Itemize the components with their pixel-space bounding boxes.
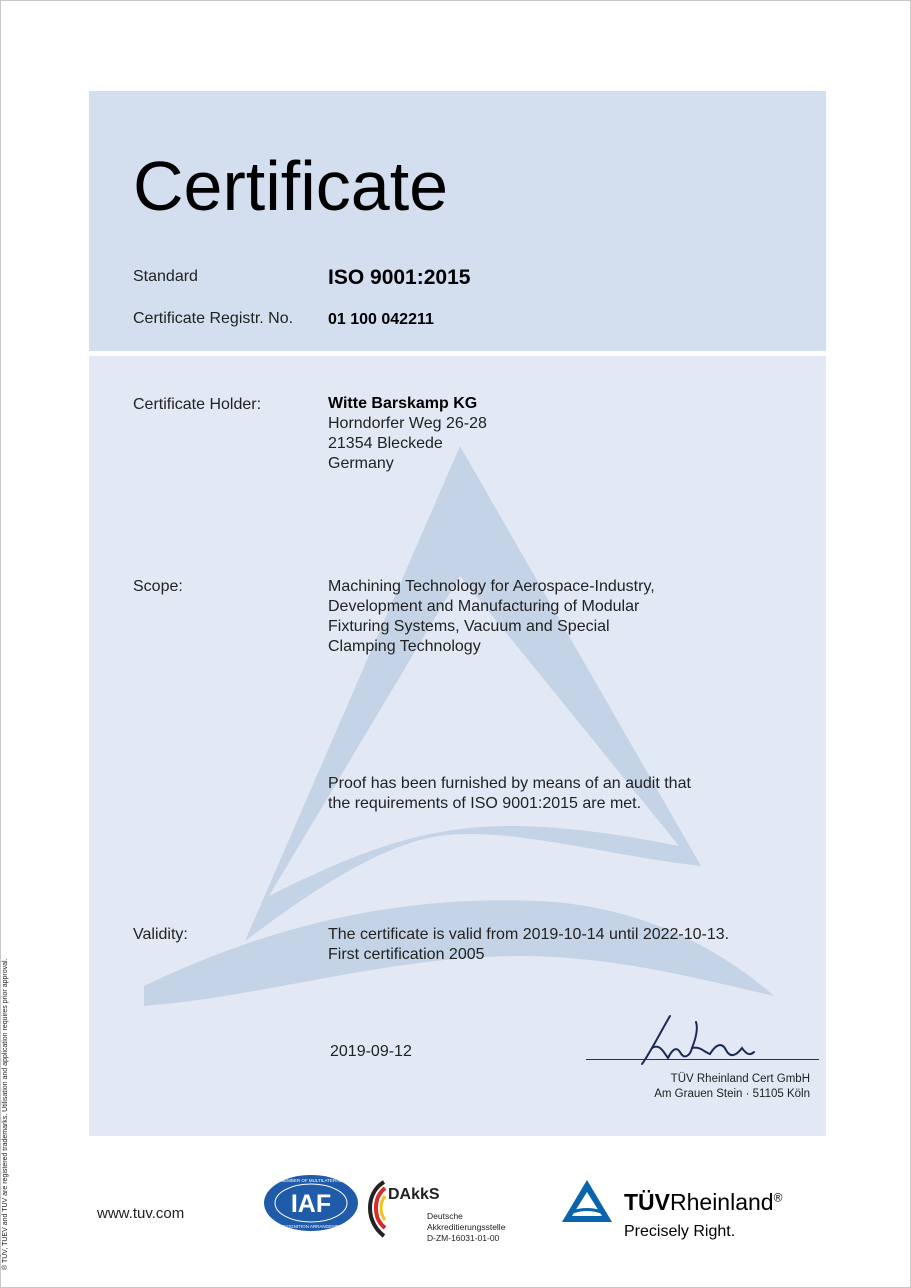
scope-line: Machining Technology for Aerospace-Industry, <box>328 578 655 595</box>
issuer-block <box>654 1072 810 1102</box>
scope-label: Scope: <box>133 578 183 595</box>
standard-value: ISO 9001:2015 <box>328 266 471 289</box>
scope-line: Fixturing Systems, Vacuum and Special <box>328 618 610 635</box>
standard-label: Standard <box>133 268 198 285</box>
holder-name: Witte Barskamp KG <box>328 395 478 412</box>
signature-line <box>586 1059 819 1060</box>
dakks-logo-text: Deutsche Akkreditierungsstelle D-ZM-16031-01-00 <box>427 1211 506 1243</box>
iaf-logo <box>262 1173 360 1233</box>
tuv-triangle-icon <box>560 1178 614 1224</box>
validity-line: First certification 2005 <box>328 946 485 963</box>
proof-text <box>328 774 691 814</box>
proof-line: the requirements of ISO 9001:2015 are met. <box>328 795 642 812</box>
dakks-mark-icon <box>368 1180 388 1240</box>
holder-label: Certificate Holder: <box>133 396 262 413</box>
iaf-logo-text: IAF <box>290 1190 332 1218</box>
scope-line: Development and Manufacturing of Modular <box>328 598 640 615</box>
tuv-logo-name: TÜVRheinland® <box>624 1189 783 1215</box>
tuv-logo-tagline: Precisely Right. <box>624 1223 736 1240</box>
scope-line: Clamping Technology <box>328 638 481 655</box>
validity-line: The certificate is valid from 2019-10-14 until 2022-10-13. <box>328 926 730 943</box>
website-link[interactable]: www.tuv.com <box>97 1205 185 1222</box>
holder-block <box>328 394 487 474</box>
registr-label: Certificate Registr. No. <box>133 310 294 327</box>
svg-text:MEMBER OF MULTILATERAL: MEMBER OF MULTILATERAL <box>280 1178 342 1183</box>
registr-value: 01 100 042211 <box>328 311 434 328</box>
holder-address-line: Germany <box>328 455 394 472</box>
validity-label: Validity: <box>133 926 188 943</box>
issuer-line: Am Grauen Stein · 51105 Köln <box>654 1088 810 1100</box>
validity-text <box>328 925 729 965</box>
issue-date: 2019-09-12 <box>330 1043 412 1060</box>
trademark-note: ® TÜV, TUEV and TUV are registered trademarks. Utilisation and application requires prior approval. <box>2 958 9 1270</box>
certificate-title: Certificate <box>133 147 449 225</box>
svg-text:RECOGNITION ARRANGEMENT: RECOGNITION ARRANGEMENT <box>277 1224 345 1229</box>
holder-address-line: 21354 Bleckede <box>328 435 443 452</box>
holder-address-line: Horndorfer Weg 26-28 <box>328 415 487 432</box>
scope-text <box>328 577 655 657</box>
issuer-line: TÜV Rheinland Cert GmbH <box>670 1073 810 1085</box>
dakks-logo-name: DAkkS <box>388 1186 440 1203</box>
proof-line: Proof has been furnished by means of an audit that <box>328 775 691 792</box>
